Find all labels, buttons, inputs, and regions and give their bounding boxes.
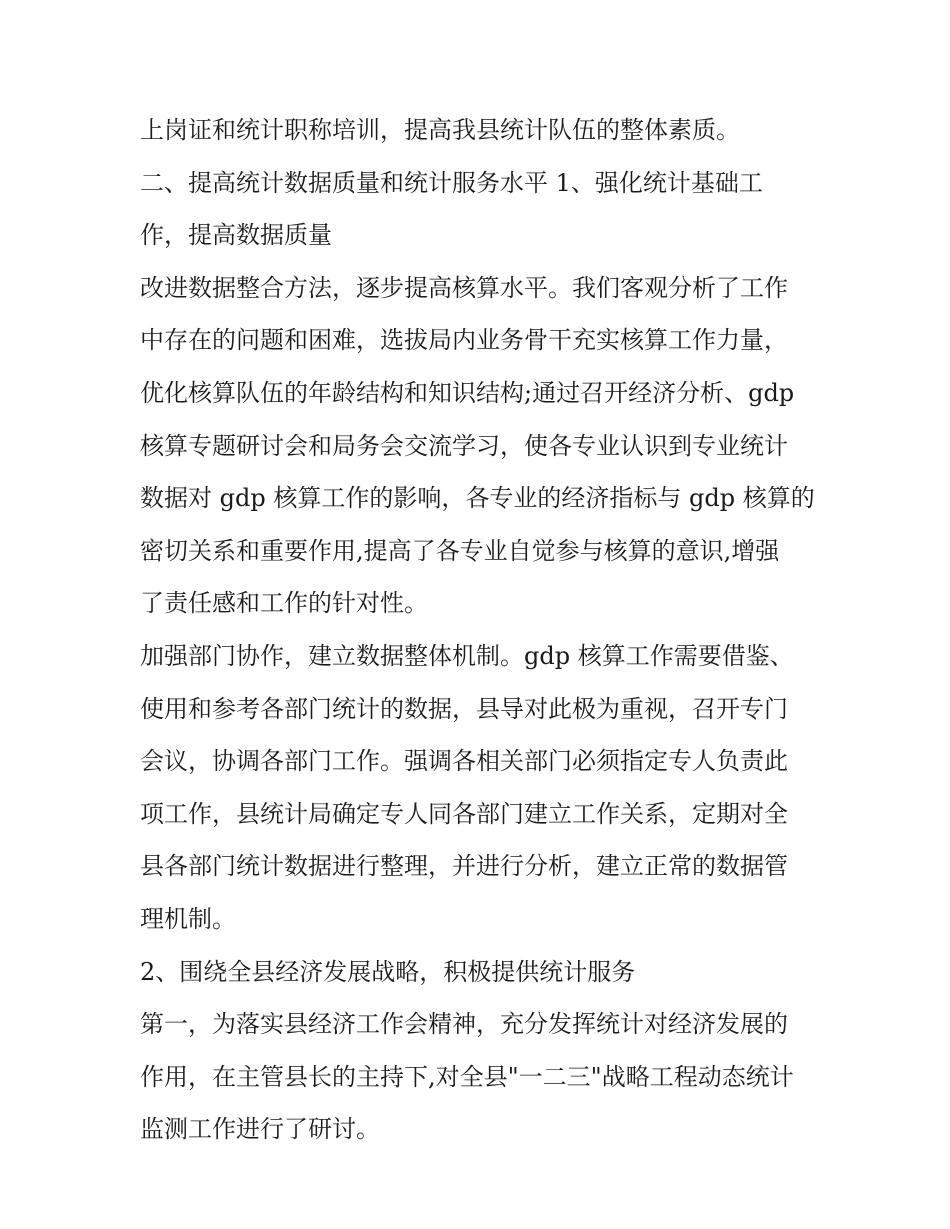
text-line: 县各部门统计数据进行整理，并进行分析，建立正常的数据管 — [140, 852, 788, 881]
text-line: 第一，为落实县经济工作会精神，充分发挥统计对经济发展的 — [140, 1010, 788, 1039]
text-line: 改进数据整合方法，逐步提高核算水平。我们客观分析了工作 — [140, 273, 788, 302]
text-line: 项工作，县统计局确定专人同各部门建立工作关系，定期对全 — [140, 799, 788, 828]
text-line: 优化核算队伍的年龄结构和知识结构;通过召开经济分析、gdp — [140, 378, 795, 407]
text-line: 作，提高数据质量 — [140, 221, 332, 250]
text-line: 使用和参考各部门统计的数据，县导对此极为重视，召开专门 — [140, 694, 788, 723]
section-heading: 二、提高统计数据质量和统计服务水平 1、强化统计基础工 — [140, 168, 763, 197]
section-heading: 2、围绕全县经济发展战略，积极提供统计服务 — [140, 957, 636, 986]
text-line: 核算专题研讨会和局务会交流学习，使各专业认识到专业统计 — [140, 431, 788, 460]
text-line: 上岗证和统计职称培训，提高我县统计队伍的整体素质。 — [140, 116, 740, 144]
text-line: 加强部门协作，建立数据整体机制。gdp 核算工作需要借鉴、 — [140, 641, 794, 670]
text-line: 中存在的问题和困难，选拔局内业务骨干充实核算工作力量， — [140, 326, 788, 355]
text-line: 理机制。 — [140, 904, 236, 933]
text-line: 监测工作进行了研讨。 — [140, 1115, 380, 1144]
text-line: 作用，在主管县长的主持下,对全县"一二三"战略工程动态统计 — [140, 1062, 794, 1091]
document-body — [140, 108, 830, 1160]
text-line: 数据对 gdp 核算工作的影响，各专业的经济指标与 gdp 核算的 — [140, 484, 815, 513]
text-line: 会议，协调各部门工作。强调各相关部门必须指定专人负责此 — [140, 747, 788, 776]
text-line: 了责任感和工作的针对性。 — [140, 589, 428, 618]
text-line: 密切关系和重要作用,提高了各专业自觉参与核算的意识,增强 — [140, 536, 780, 565]
